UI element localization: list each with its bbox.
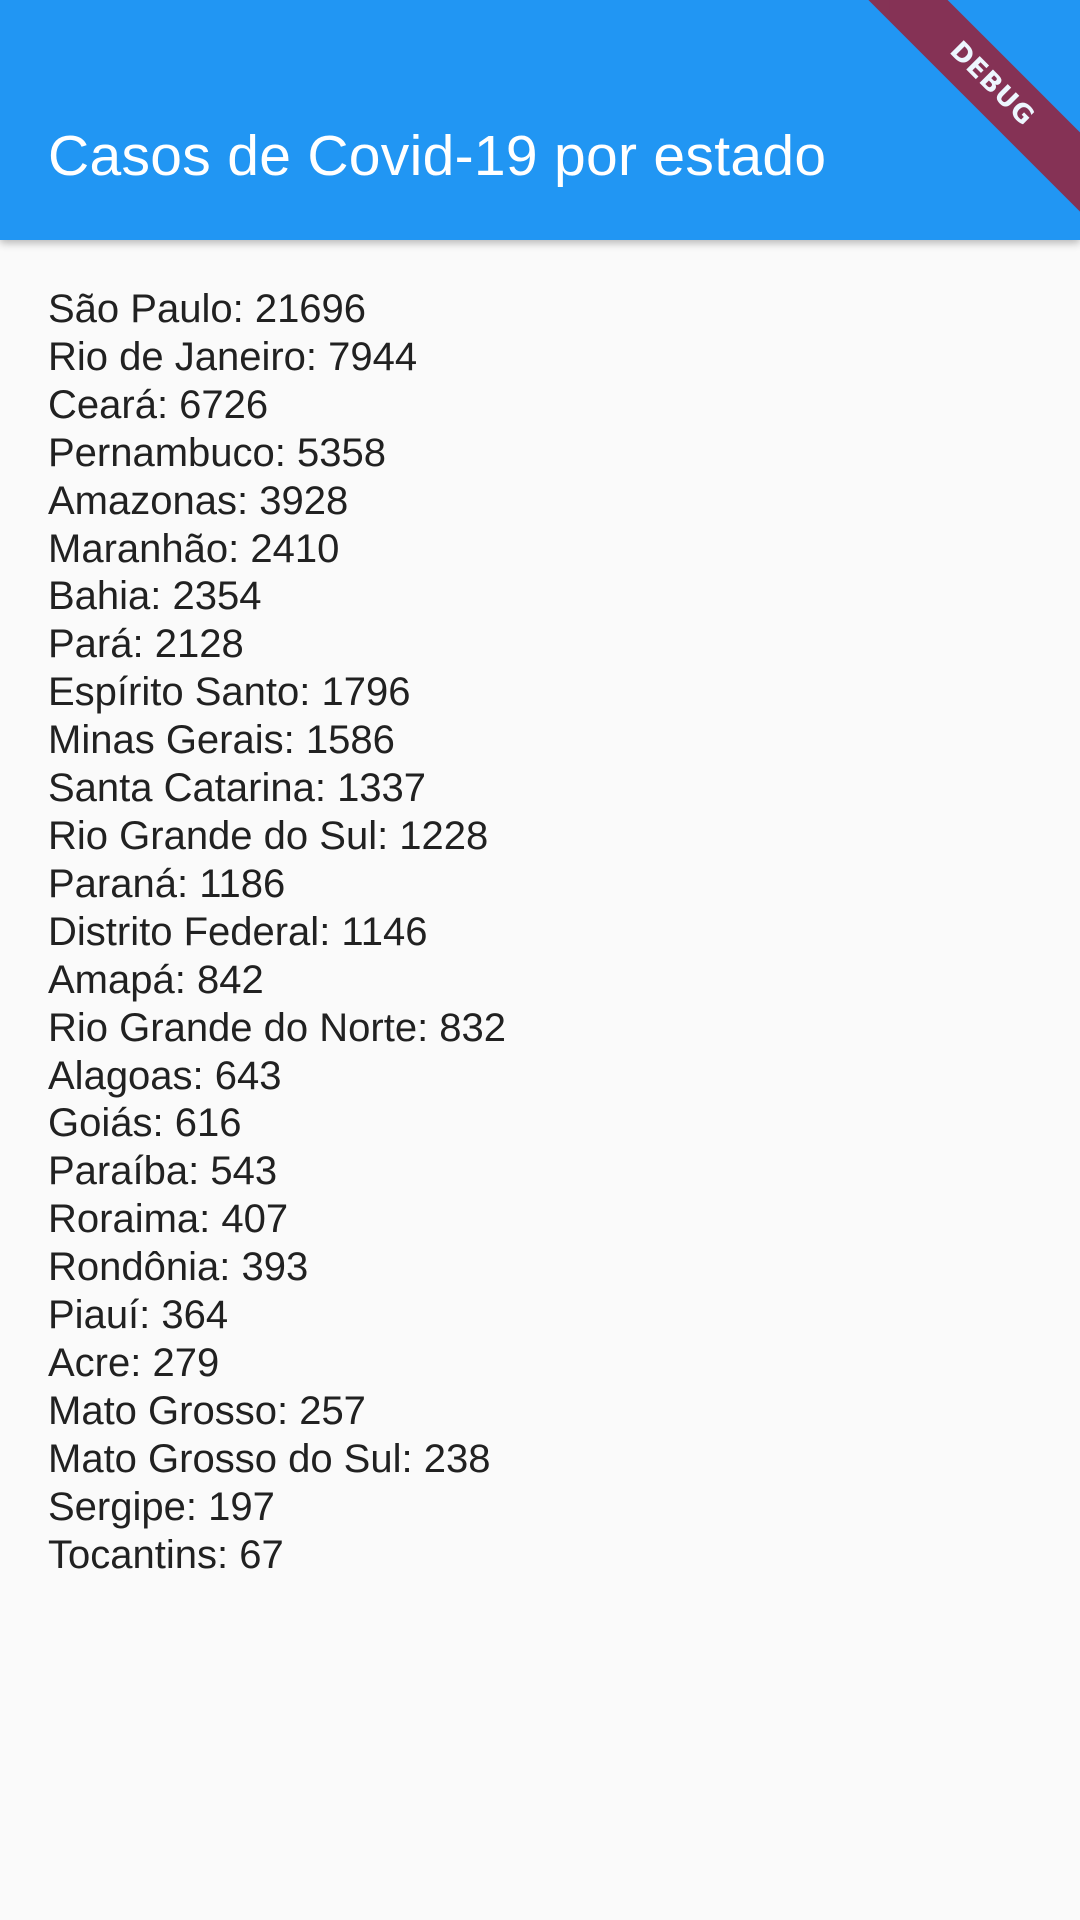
state-case-item: Pará: 2128 xyxy=(48,622,244,667)
state-case-item: Distrito Federal: 1146 xyxy=(48,909,428,954)
state-case-item: Ceará: 6726 xyxy=(48,382,269,427)
state-case-item: Bahia: 2354 xyxy=(48,574,262,619)
state-case-item: Roraima: 407 xyxy=(48,1197,289,1242)
state-case-item: Mato Grosso: 257 xyxy=(48,1388,366,1433)
state-case-item: Piauí: 364 xyxy=(48,1293,229,1338)
state-case-item: Alagoas: 643 xyxy=(48,1053,282,1098)
page-title: Casos de Covid-19 por estado xyxy=(48,124,827,188)
state-case-item: Mato Grosso do Sul: 238 xyxy=(48,1436,491,1481)
state-case-item: Maranhão: 2410 xyxy=(48,526,340,571)
state-case-item: Rio Grande do Sul: 1228 xyxy=(48,813,489,858)
state-case-item: Paraíba: 543 xyxy=(48,1149,278,1194)
states-content xyxy=(48,286,1032,1579)
app-bar xyxy=(0,0,1080,240)
state-case-item: Rio Grande do Norte: 832 xyxy=(48,1005,507,1050)
state-case-item: Rondônia: 393 xyxy=(48,1245,309,1290)
state-case-item: Amapá: 842 xyxy=(48,957,264,1002)
state-case-item: Espírito Santo: 1796 xyxy=(48,670,411,715)
state-case-item: Acre: 279 xyxy=(48,1340,220,1385)
state-case-item: Minas Gerais: 1586 xyxy=(48,718,395,763)
state-case-item: São Paulo: 21696 xyxy=(48,287,367,331)
state-case-list xyxy=(48,286,1032,1579)
state-case-item: Paraná: 1186 xyxy=(48,861,286,906)
state-case-item: Tocantins: 67 xyxy=(48,1532,284,1577)
state-case-item: Amazonas: 3928 xyxy=(48,478,349,523)
state-case-item: Rio de Janeiro: 7944 xyxy=(48,334,418,379)
state-case-item: Goiás: 616 xyxy=(48,1101,242,1146)
state-case-item: Sergipe: 197 xyxy=(48,1484,275,1529)
state-case-item: Pernambuco: 5358 xyxy=(48,430,387,475)
debug-ribbon-label: DEBUG xyxy=(860,0,1080,220)
state-case-item: Santa Catarina: 1337 xyxy=(48,766,427,811)
